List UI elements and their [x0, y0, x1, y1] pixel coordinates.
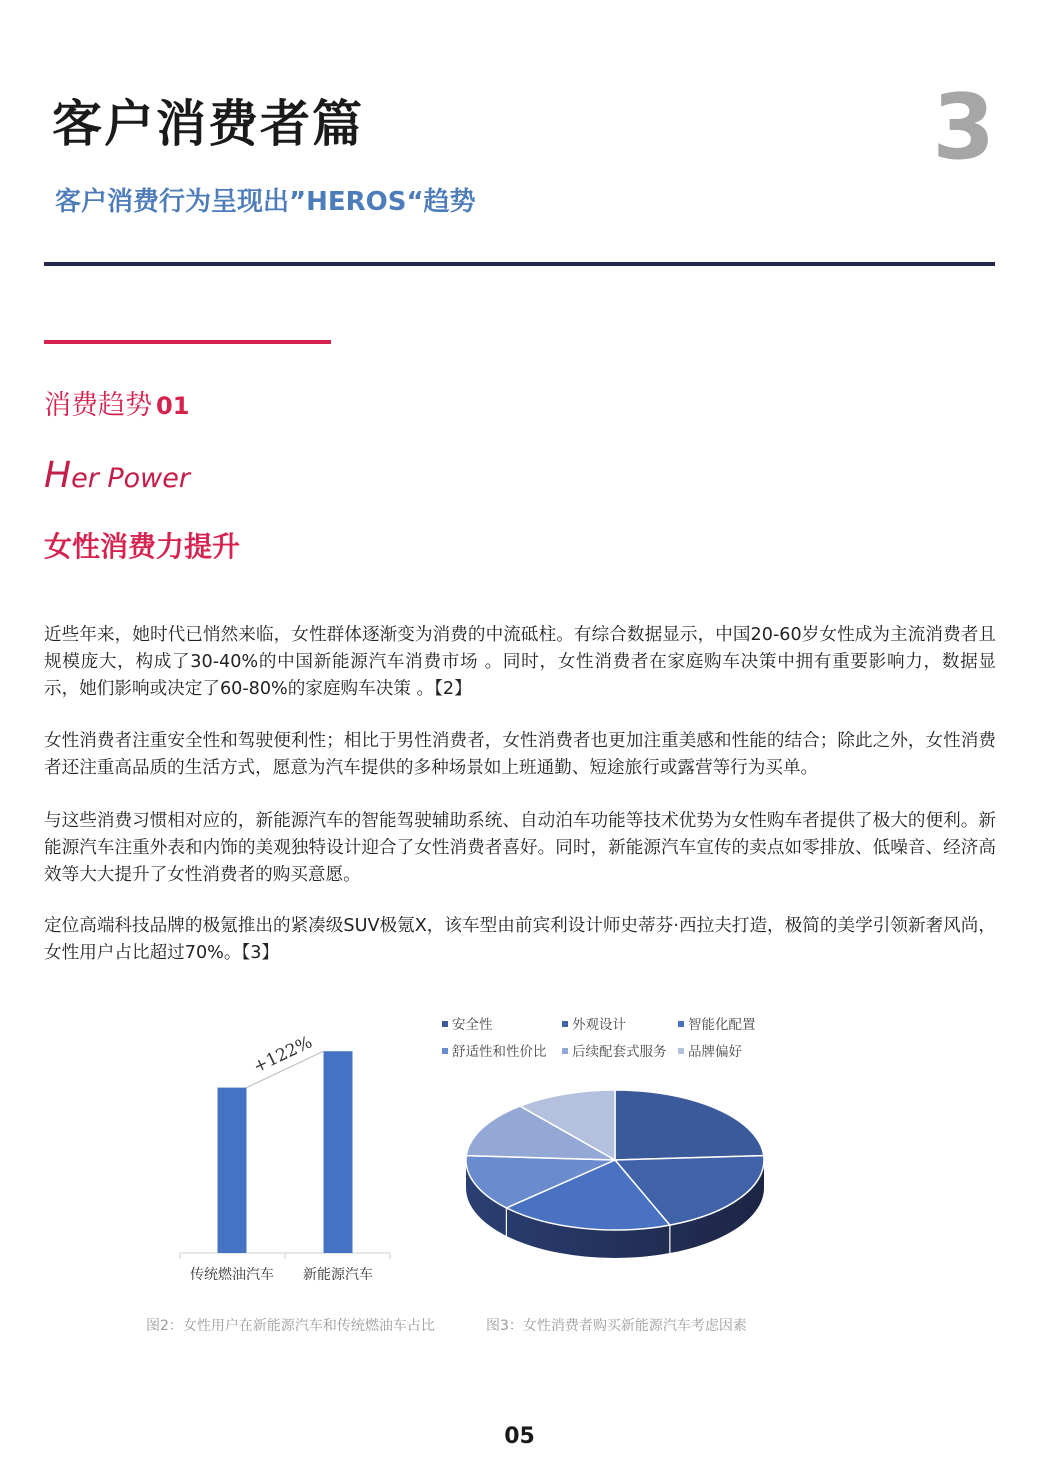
legend-swatch [562, 1048, 568, 1054]
english-title-initial: H [44, 455, 72, 496]
section-title: 女性消费力提升 [44, 530, 241, 563]
legend-swatch [678, 1021, 684, 1027]
bar-1 [218, 1088, 247, 1253]
body-paragraph: 女性消费者注重安全性和驾驶便利性；相比于男性消费者，女性消费者也更加注重美感和性能的结合；除此之外，女性消费者还注重高品质的生活方式，愿意为汽车提供的多种场景如上班通勤、短途旅行或露营等行为买单。 [44, 731, 996, 778]
english-title-rest: er Power [71, 463, 190, 494]
legend-label: 安全性 [452, 1017, 493, 1033]
body-paragraph: 定位高端科技品牌的极氪推出的紧凑级SUV极氪X，该车型由前宾利设计师史蒂芬·西拉夫打造，极简的美学引领新奢风尚，女性用户占比超过70%。【3】 [44, 916, 996, 963]
legend-label: 外观设计 [572, 1017, 626, 1033]
legend-swatch [442, 1048, 448, 1054]
pie-slice-1 [615, 1090, 764, 1160]
section-english-title [44, 456, 190, 499]
trend-number: 01 [156, 392, 190, 420]
trend-label-text: 消费趋势 [44, 390, 152, 421]
bar-2 [324, 1051, 353, 1253]
page-subtitle: 客户消费行为呈现出”HEROS“趋势 [55, 187, 476, 217]
page-number: 05 [504, 1424, 535, 1449]
legend-swatch [678, 1048, 684, 1054]
figure-3-caption: 图3：女性消费者购买新能源汽车考虑因素 [486, 1318, 747, 1334]
bar-category-label: 新能源汽车 [303, 1267, 373, 1283]
trend-label [44, 388, 189, 424]
legend-label: 智能化配置 [688, 1017, 756, 1033]
legend-label: 舒适性和性价比 [452, 1044, 547, 1060]
figure-2-caption: 图2：女性用户在新能源汽车和传统燃油车占比 [146, 1318, 435, 1334]
pie-chart [442, 1016, 764, 1258]
bar-chart [180, 1032, 390, 1283]
header-divider [44, 262, 995, 266]
section-accent-rule [44, 340, 331, 344]
body-paragraph: 近些年来，她时代已悄然来临，女性群体逐渐变为消费的中流砥柱。有综合数据显示，中国20-60岁女性成为主流消费者且规模庞大，构成了30-40%的中国新能源汽车消费市场 。同时，女性消费者在家庭购车决策中拥有重要影响力，数据显示，她们影响或决定了60-80%的家庭购车决策 。【2】 [44, 625, 996, 699]
legend-swatch [562, 1021, 568, 1027]
page-title: 客户消费者篇 [52, 95, 364, 153]
chapter-number: 3 [932, 75, 995, 180]
body-paragraph: 与这些消费习惯相对应的，新能源汽车的智能驾驶辅助系统、自动泊车功能等技术优势为女性购车者提供了极大的便利。新能源汽车注重外表和内饰的美观独特设计迎合了女性消费者喜好。同时，新能源汽车宣传的卖点如零排放、低噪音、经济高效等大大提升了女性消费者的购买意愿。 [44, 811, 996, 885]
legend-label: 品牌偏好 [688, 1044, 742, 1060]
legend-swatch [442, 1021, 448, 1027]
legend-label: 后续配套式服务 [572, 1044, 667, 1060]
growth-annotation: +122% [250, 1032, 316, 1078]
bar-category-label: 传统燃油汽车 [190, 1267, 274, 1283]
figures-area [150, 1005, 950, 1295]
